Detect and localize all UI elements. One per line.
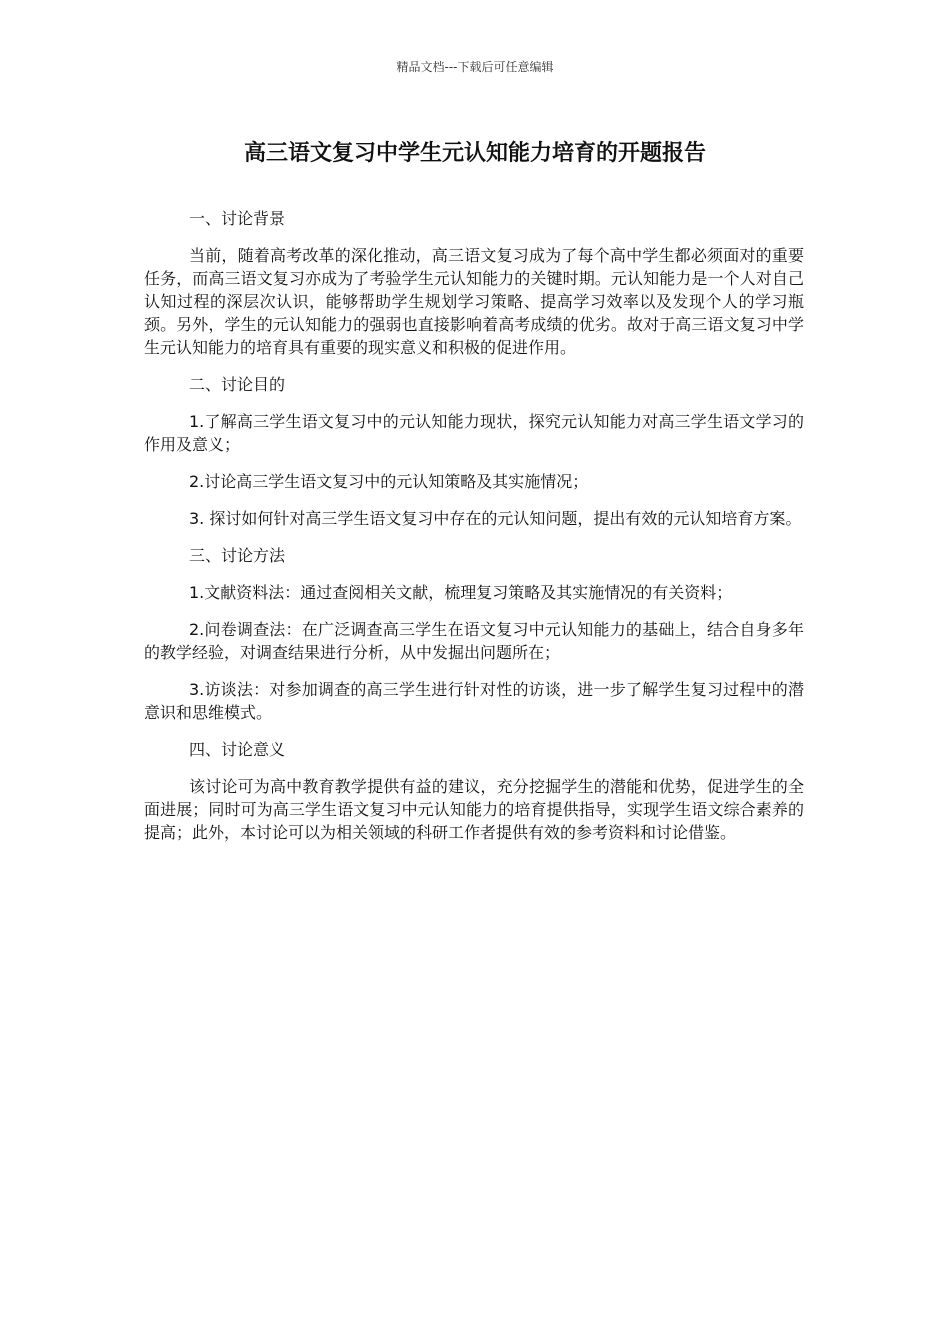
significance-paragraph: 该讨论可为高中教育教学提供有益的建议，充分挖掘学生的潜能和优势，促进学生的全面进展；同时可为高三学生语文复习中元认知能力的培育提供指导，实现学生语文综合素养的提高；此外，本讨论可以为相关领域的科研工作者提供有效的参考资料和讨论借鉴。 bbox=[144, 777, 804, 842]
purpose-item-3: 3. 探讨如何针对高三学生语文复习中存在的元认知问题，提出有效的元认知培育方案。 bbox=[189, 509, 802, 528]
background-paragraph: 当前，随着高考改革的深化推动，高三语文复习成为了每个高中学生都必须面对的重要任务，而高三语文复习亦成为了考验学生元认知能力的关键时期。元认知能力是一个人对自己认知过程的深层次认识，能够帮助学生规划学习策略、提高学习效率以及发现个人的学习瓶颈。另外，学生的元认知能力的强弱也直接影响着高考成绩的优劣。故对于高三语文复习中学生元认知能力的培育具有重要的现实意义和积极的促进作用。 bbox=[144, 246, 804, 357]
section-heading-purpose: 二、讨论目的 bbox=[189, 375, 286, 394]
document-body bbox=[144, 207, 804, 858]
document-title: 高三语文复习中学生元认知能力培育的开题报告 bbox=[243, 141, 706, 166]
section-heading-significance: 四、讨论意义 bbox=[189, 740, 286, 759]
purpose-item-2: 2.讨论高三学生语文复习中的元认知策略及其实施情况； bbox=[189, 472, 589, 491]
methods-item-3: 3.访谈法：对参加调查的高三学生进行针对性的访谈，进一步了解学生复习过程中的潜意识和思维模式。 bbox=[144, 680, 804, 722]
methods-item-2: 2.问卷调查法：在广泛调查高三学生在语文复习中元认知能力的基础上，结合自身多年的教学经验，对调查结果进行分析，从中发掘出问题所在； bbox=[144, 620, 804, 662]
section-heading-background: 一、讨论背景 bbox=[189, 209, 286, 228]
purpose-item-1: 1.了解高三学生语文复习中的元认知能力现状，探究元认知能力对高三学生语文学习的作用及意义； bbox=[144, 412, 804, 454]
methods-item-1: 1.文献资料法：通过查阅相关文献，梳理复习策略及其实施情况的有关资料； bbox=[189, 583, 733, 602]
header-note: 精品文档---下载后可任意编辑 bbox=[396, 60, 554, 74]
section-heading-methods: 三、讨论方法 bbox=[189, 546, 286, 565]
